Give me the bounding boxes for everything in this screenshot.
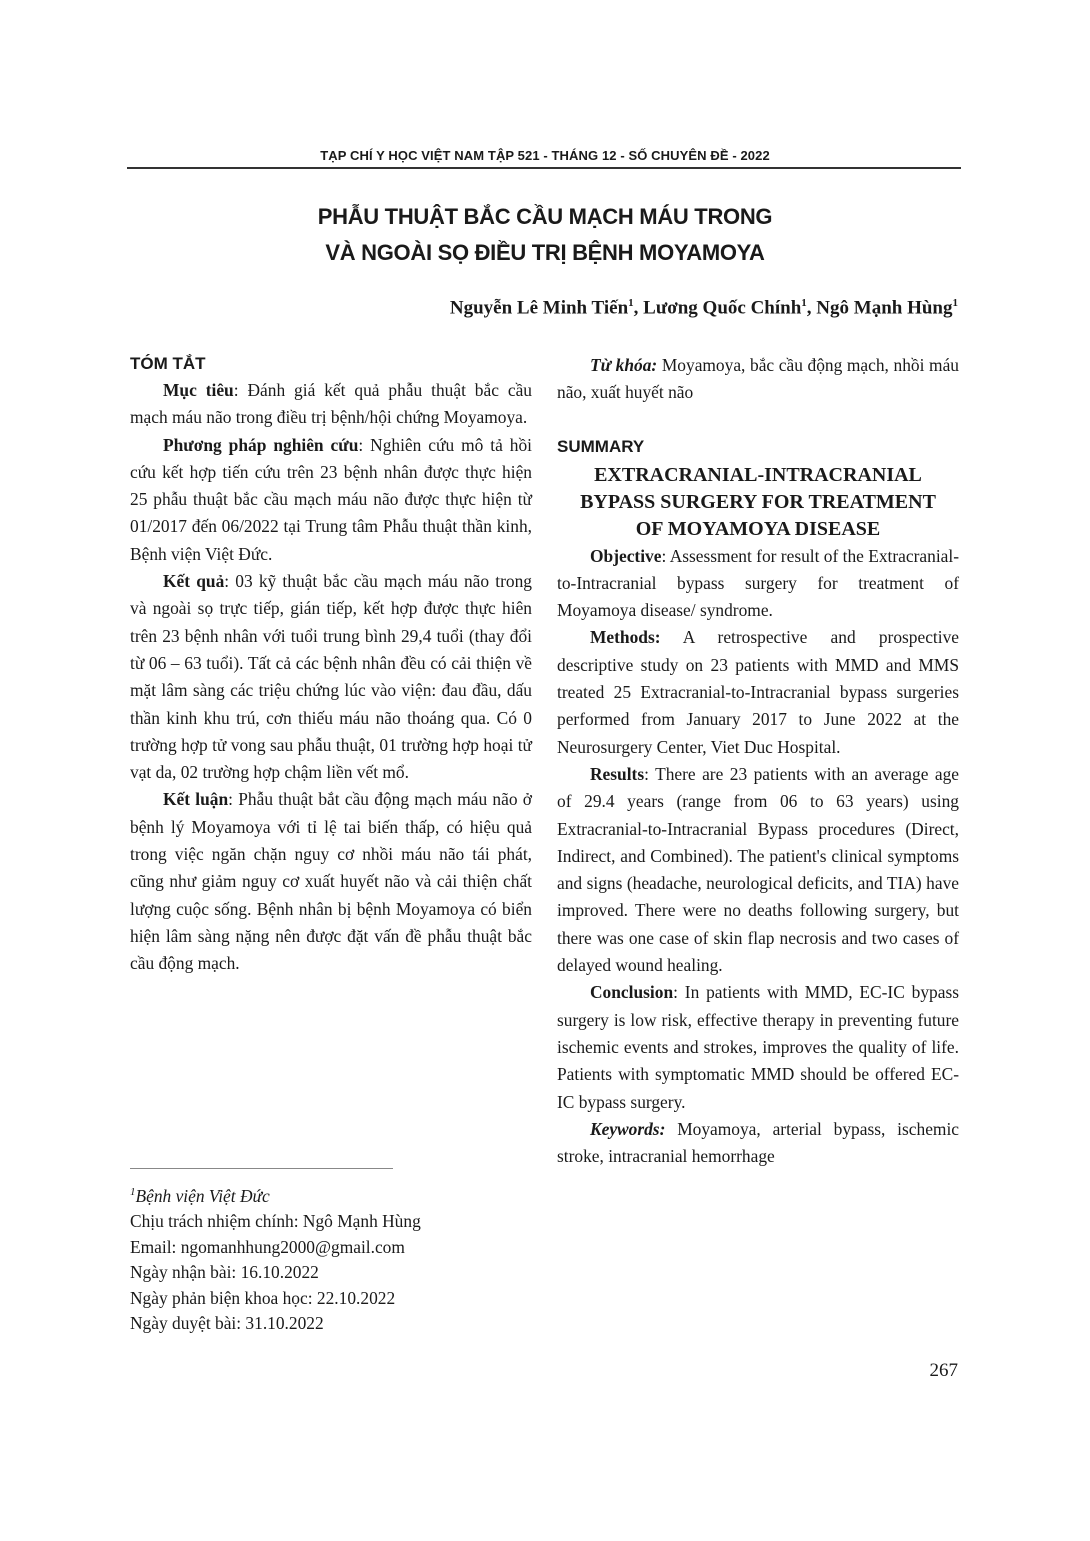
abstract-paragraph — [130, 377, 532, 432]
keywords-text: Moyamoya, bắc cầu động mạch, nhồi máu não, xuất huyết não — [557, 355, 959, 403]
author-name: Lương Quốc Chính — [643, 297, 802, 319]
paragraph-text: : Nghiên cứu mô tả hồi cứu kết hợp tiến cứu trên 23 bệnh nhân được thực hiện 25 phẫu thuật bắc cầu mạch máu não được thực hiện từ 01/2017 đến 06/2022 tại Trung tâm Phẫu thuật thần kinh, Bệnh viện Việt Đức. — [130, 434, 532, 564]
journal-header: TẠP CHÍ Y HỌC VIỆT NAM TẬP 521 - THÁNG 12 - SỐ CHUYÊN ĐỀ - 2022 — [320, 148, 770, 163]
header-rule — [127, 167, 961, 169]
title-line: OF MOYAMOYA DISEASE — [635, 517, 881, 540]
vietnamese-abstract — [130, 350, 532, 978]
separator: , — [806, 297, 817, 319]
page-number: 267 — [929, 1360, 958, 1381]
paragraph-label: Kết quả — [163, 571, 225, 592]
footnote-line: Chịu trách nhiệm chính: Ngô Mạnh Hùng — [130, 1211, 421, 1232]
title-line: EXTRACRANIAL-INTRACRANIAL — [594, 463, 922, 486]
affiliation-mark: 1 — [130, 1186, 136, 1198]
author-name: Nguyễn Lê Minh Tiến — [449, 297, 629, 319]
paragraph-text: : There are 23 patients with an average age of 29.4 years (range from 06 to 63 years) using Extracranial-to-Intracranial Bypass procedures (Direct, Indirect, and Combined). The patient's clinical symptoms and signs (headache, neurological deficits, and TIA) have improved. There were no deaths following surgery, but there was one case of skin flap necrosis and two cases of delayed wound healing. — [557, 763, 959, 976]
footnote-line: Ngày duyệt bài: 31.10.2022 — [130, 1313, 324, 1334]
paragraph-label: Objective — [590, 545, 662, 566]
keywords-en — [557, 1116, 959, 1171]
affiliation-mark: 1 — [801, 297, 807, 309]
section-heading: SUMMARY — [557, 436, 645, 456]
paragraph-label: Kết luận — [163, 789, 229, 810]
title-line: PHẪU THUẬT BẮC CẦU MẠCH MÁU TRONG — [317, 204, 773, 229]
paragraph-text: A retrospective and prospective descriptive study on 23 patients with MMD and MMS treated 25 Extracranial-to-Intracranial bypass surgeries performed from January 2017 to June 2022 at the Neurosurgery Center, Viet Duc Hospital. — [557, 627, 959, 757]
separator: , — [633, 297, 644, 319]
email-line: Email: ngomanhhung2000@gmail.com — [130, 1236, 405, 1257]
summary-paragraph — [557, 624, 959, 760]
author-list — [450, 297, 958, 319]
keywords-label: Keywords: — [590, 1118, 666, 1139]
paragraph-label: Conclusion — [590, 982, 674, 1003]
summary-paragraph — [557, 979, 959, 1115]
footnotes — [130, 1180, 421, 1337]
keywords-vi — [557, 352, 959, 407]
affiliation-mark: 1 — [952, 297, 958, 309]
paragraph-text: : Đánh giá kết quả phẫu thuật bắc cầu mạch máu não trong điều trị bệnh/hội chứng Moyamoya. — [130, 380, 532, 428]
paragraph-label: Mục tiêu — [163, 380, 234, 400]
english-title — [557, 462, 959, 543]
paragraph-text: : 03 kỹ thuật bắc cầu mạch máu não trong và ngoài sọ trực tiếp, gián tiếp, kết hợp được thực hiên trên 23 bệnh nhân với tuổi trung bình 29,4 tuổi (thay đổi từ 06 – 63 tuổi). Tất cả các bệnh nhân đều có cải thiện về mặt lâm sàng các triệu chứng lúc vào viện: đau đầu, dấu thần kinh khu trú, cơn thiếu máu não thoáng qua. Có 0 trường hợp tử vong sau phẫu thuật, 01 trường hợp hoại tử vạt da, 02 trường hợp chậm liền vết mổ. — [130, 571, 532, 783]
paragraph-label: Methods: — [590, 627, 661, 648]
summary-paragraph — [557, 761, 959, 979]
paragraph-text: : Assessment for result of the Extracranial-to-Intracranial bypass surgery for treatment of Moyamoya disease/ syndrome. — [557, 545, 959, 621]
keywords-label: Từ khóa: — [590, 355, 658, 375]
footnote-rule — [130, 1168, 393, 1169]
author-name: Ngô Mạnh Hùng — [816, 297, 953, 319]
abstract-paragraph — [130, 568, 532, 786]
english-summary — [557, 350, 959, 1170]
title-line: BYPASS SURGERY FOR TREATMENT — [580, 490, 936, 513]
paragraph-label: Phương pháp nghiên cứu — [163, 434, 359, 455]
section-heading: TÓM TẮT — [130, 354, 206, 373]
affiliation-text: Bệnh viện Việt Đức — [135, 1185, 270, 1206]
paragraph-text: : In patients with MMD, EC-IC bypass surgery is low risk, effective therapy in preventing future ischemic events and strokes, improves the quality of life. Patients with symptomatic MMD should be offered EC-IC bypass surgery. — [557, 982, 959, 1112]
paragraph-label: Results — [590, 763, 645, 784]
keywords-text: Moyamoya, arterial bypass, ischemic stroke, intracranial hemorrhage — [557, 1118, 959, 1167]
abstract-paragraph — [130, 786, 532, 977]
article-title — [130, 199, 960, 271]
footnote-line: Ngày phản biện khoa học: 22.10.2022 — [130, 1287, 396, 1308]
summary-paragraph — [557, 543, 959, 625]
abstract-paragraph — [130, 432, 532, 568]
title-line: VÀ NGOÀI SỌ ĐIỀU TRỊ BỆNH MOYAMOYA — [325, 240, 765, 265]
paragraph-text: : Phẫu thuật bắt cầu động mạch máu não ở bệnh lý Moyamoya với tỉ lệ tai biến thấp, có hiệu quả trong việc ngăn chặn nguy cơ nhồi máu não tái phát, cũng như giảm nguy cơ xuất huyết não và cải thiện chất lượng cuộc sống. Bệnh nhân bị bệnh Moyamoya có biển hiện lâm sàng nặng nên được đặt vấn đề phẫu thuật bắc cầu động mạch. — [130, 789, 532, 974]
footnote-line: Ngày nhận bài: 16.10.2022 — [130, 1262, 319, 1283]
affiliation-mark: 1 — [628, 297, 634, 309]
affiliation-footnote — [130, 1180, 421, 1209]
